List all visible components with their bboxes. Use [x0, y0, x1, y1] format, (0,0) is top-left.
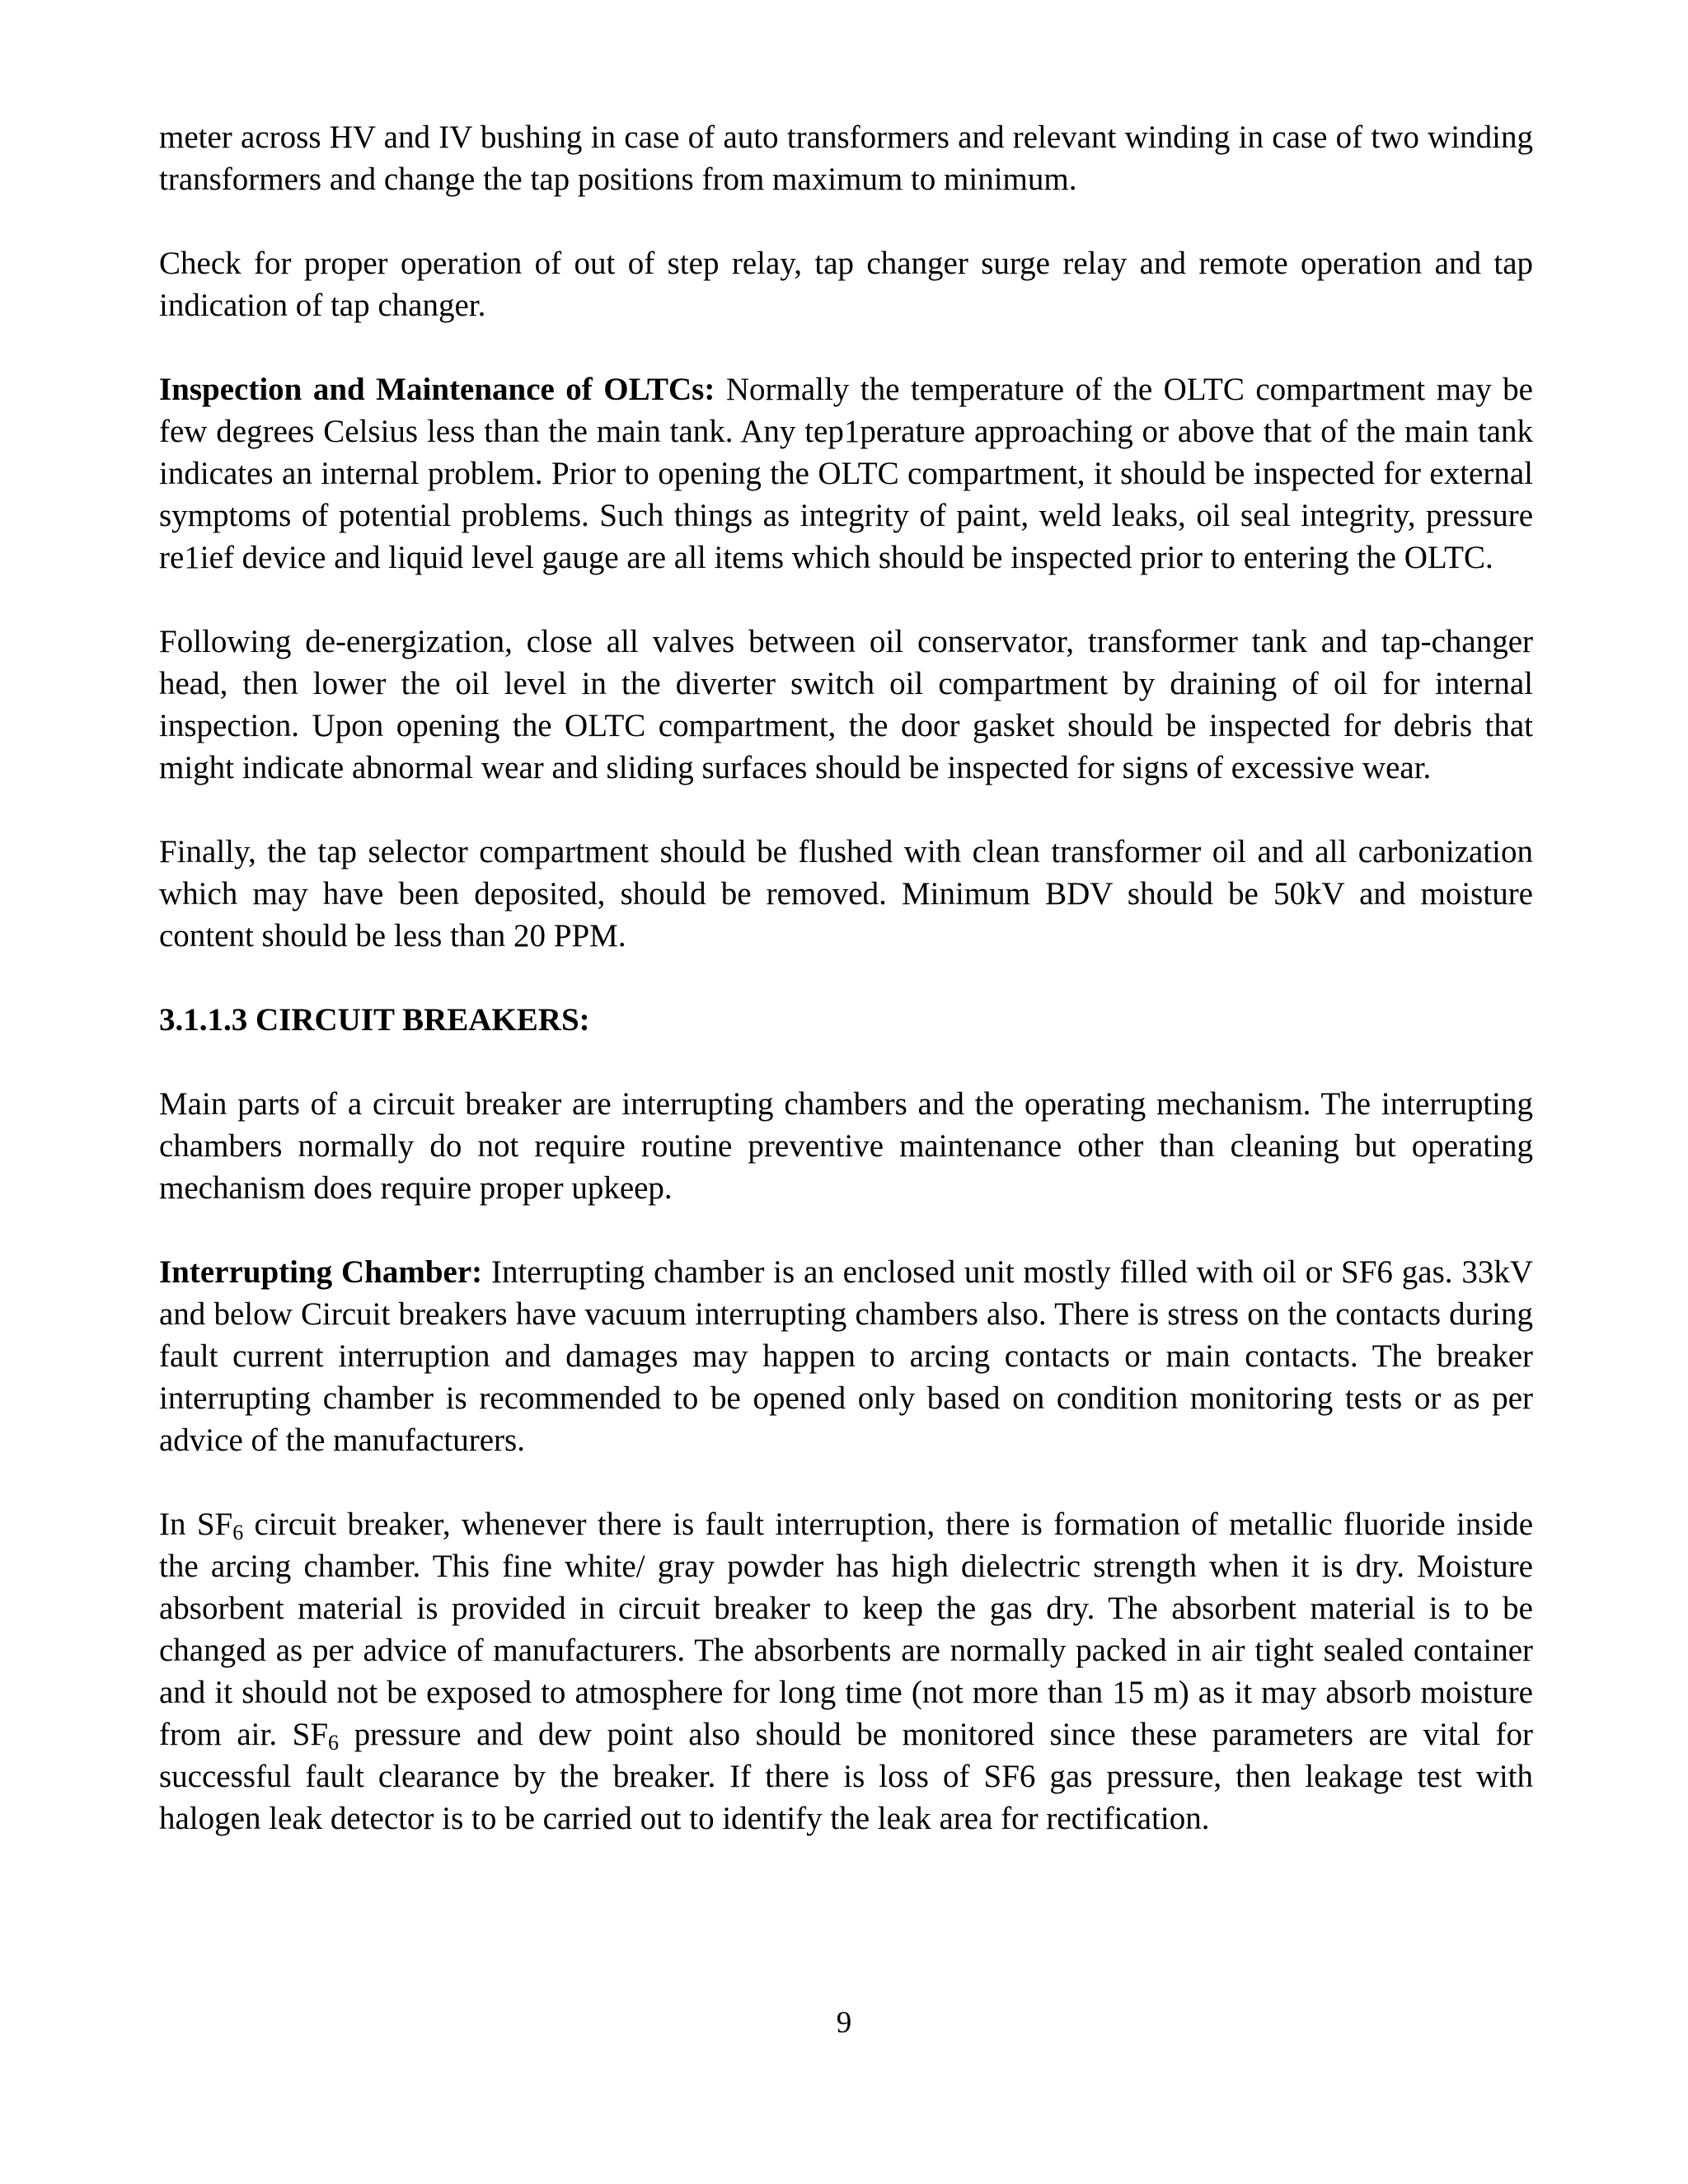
paragraph-text: Normally the temperature of the OLTC compartment may be few degrees Celsius less than the main tank. Any tep1perature approaching or above that of the main tank indicates an internal problem. Prior to opening the OLTC compartment, it should be inspected for external symptoms of potential problems. Such things as integrity of paint, weld leaks, oil seal integrity, pressure re1ief device and liquid level gauge are all items which should be inspected prior to entering the OLTC.	[159, 372, 1533, 575]
paragraph-oltc-inspection	[159, 368, 1533, 579]
subscript: 6	[232, 1521, 244, 1544]
paragraph-text: In SF	[159, 1507, 233, 1542]
paragraph-relay-check	[159, 242, 1533, 326]
subscript: 6	[328, 1731, 340, 1755]
paragraph-text: Finally, the tap selector compartment should be flushed with clean transformer oil and all carbonization which may have been deposited, should be removed. Minimum BDV should be 50kV and moisture content should be less than 20 PPM.	[159, 834, 1533, 954]
paragraph-interrupting-chamber	[159, 1251, 1533, 1461]
page-content	[159, 116, 1533, 1840]
paragraph-text: Interrupting chamber is an enclosed unit mostly filled with oil or SF6 gas. 33kV and below Circuit breakers have vacuum interrupting chambers also. There is stress on the contacts during fault current interruption and damages may happen to arcing contacts or main contacts. The breaker interrupting chamber is recommended to be opened only based on condition monitoring tests or as per advice of the manufacturers.	[159, 1254, 1533, 1458]
paragraph-text: pressure and dew point also should be monitored since these parameters are vital for successful fault clearance by the breaker. If there is loss of SF6 gas pressure, then leakage test with halogen leak detector is to be carried out to identify the leak area for rectification.	[159, 1717, 1533, 1836]
paragraph-tap-position-check	[159, 116, 1533, 200]
paragraph-sf6-breaker	[159, 1503, 1533, 1840]
paragraph-tap-selector-flush	[159, 831, 1533, 957]
page-number: 9	[836, 2006, 852, 2040]
paragraph-lead-heading: Inspection and Maintenance of OLTCs:	[159, 372, 715, 407]
paragraph-circuit-breaker-parts	[159, 1083, 1533, 1209]
paragraph-text: Following de-energization, close all valves between oil conservator, transformer tank and tap-changer head, then lower the oil level in the diverter switch oil compartment by draining of oil for internal inspection. Upon opening the OLTC compartment, the door gasket should be inspected for debris that might indicate abnormal wear and sliding surfaces should be inspected for signs of excessive wear.	[159, 624, 1533, 785]
paragraph-text: meter across HV and IV bushing in case of auto transformers and relevant winding in case of two winding transformers and change the tap positions from maximum to minimum.	[159, 120, 1533, 197]
section-heading: 3.1.1.3 CIRCUIT BREAKERS:	[159, 1002, 590, 1038]
paragraph-text: Main parts of a circuit breaker are interrupting chambers and the operating mechanism. The interrupting chambers normally do not require routine preventive maintenance other than cleaning but operating mechanism does require proper upkeep.	[159, 1086, 1533, 1206]
paragraph-text: Check for proper operation of out of step relay, tap changer surge relay and remote operation and tap indication of tap changer.	[159, 246, 1533, 323]
paragraph-text: circuit breaker, whenever there is fault interruption, there is formation of metallic fluoride inside the arcing chamber. This fine white/ gray powder has high dielectric strength when it is dry. Moisture absorbent material is provided in circuit breaker to keep the gas dry. The absorbent material is to be changed as per advice of manufacturers. The absorbents are normally packed in air tight sealed container and it should not be exposed to atmosphere for long time (not more than 15 m) as it may absorb moisture from air. SF	[159, 1507, 1534, 1752]
paragraph-lead-heading: Interrupting Chamber:	[159, 1254, 483, 1290]
paragraph-de-energization	[159, 621, 1533, 789]
